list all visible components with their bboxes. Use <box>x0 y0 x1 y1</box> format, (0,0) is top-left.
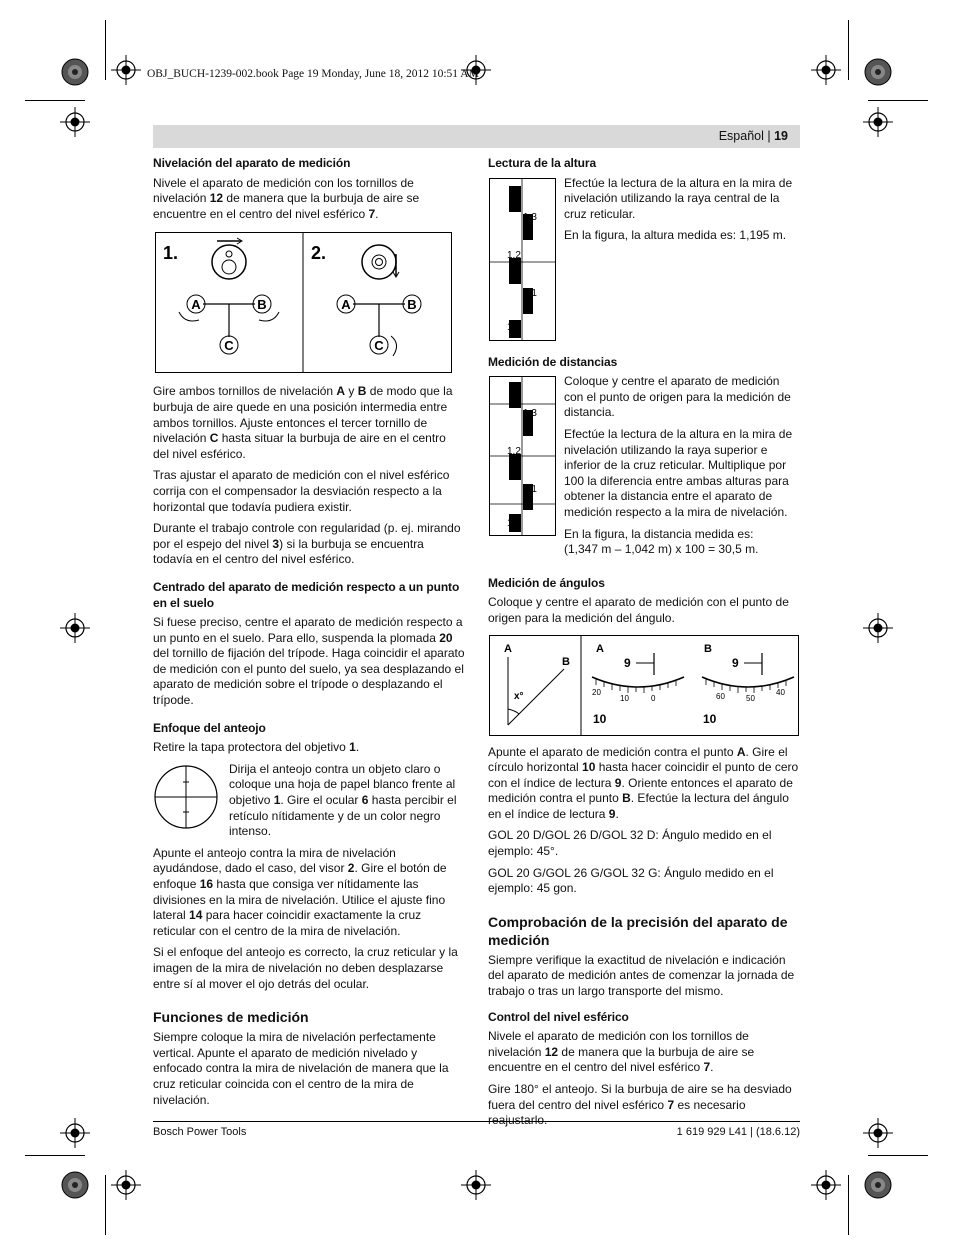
svg-text:10: 10 <box>620 693 629 703</box>
section-title-distancias: Medición de distancias <box>488 354 618 369</box>
svg-text:10: 10 <box>593 711 607 726</box>
svg-text:0: 0 <box>651 693 656 703</box>
svg-text:1.1: 1.1 <box>523 484 537 496</box>
svg-text:1.2: 1.2 <box>507 249 521 261</box>
page-header-bar <box>153 125 800 148</box>
paragraph: Si fuese preciso, centre el aparato de medición respecto a un punto en el suelo. Para ello, suspenda la plomada 20 del tornillo de fijación del trípode. Haga coincidir el aparato de medición con el punto del suelo, ya sea desplazando el aparato de medición sobre el trípode o desplazando el trípode. <box>153 615 465 708</box>
distance-block <box>488 374 800 564</box>
svg-text:1.: 1. <box>163 243 179 264</box>
svg-text:20: 20 <box>592 687 601 697</box>
paragraph: Siempre verifique la exactitud de nivelación e indicación del aparato de medición antes de comenzar la jornada de trabajo o tras un largo transporte del mismo. <box>488 952 795 999</box>
footer-docnumber: 1 619 929 L41 | (18.6.12) <box>676 1126 800 1138</box>
svg-text:A: A <box>596 642 604 655</box>
svg-text:1.0: 1.0 <box>507 518 521 530</box>
leveling-figure <box>155 232 453 374</box>
paragraph: Nivele el aparato de medición con los tornillos de nivelación 12 de manera que la burbuja de aire se encuentre en el centro del nivel esférico 7. <box>488 1029 755 1075</box>
svg-text:60: 60 <box>716 691 725 701</box>
svg-text:C: C <box>224 338 234 354</box>
svg-text:B: B <box>257 297 267 313</box>
print-header: OBJ_BUCH-1239-002.book Page 19 Monday, June 18, 2012 10:51 AM <box>147 68 479 80</box>
paragraph: En la figura, la altura medida es: 1,195 m. <box>564 228 787 243</box>
paragraph: GOL 20 D/GOL 26 D/GOL 32 D: Ángulo medido en el ejemplo: 45°. <box>488 828 772 859</box>
angle-figure <box>488 635 800 737</box>
svg-text:1.2: 1.2 <box>507 446 521 458</box>
paragraph: Retire la tapa protectora del objetivo 1. <box>153 740 360 755</box>
right-column <box>488 156 800 1135</box>
svg-text:1.3: 1.3 <box>523 408 537 420</box>
footer-rule <box>153 1121 800 1122</box>
leveling-staff-figure-2 <box>489 376 556 536</box>
paragraph: Si el enfoque del anteojo es correcto, la cruz reticular y la imagen de la mira de nivelación no deben desplazarse entre sí al mover el ojo detrás del ocular. <box>153 945 458 991</box>
paragraph: Nivele el aparato de medición con los tornillos de nivelación 12 de manera que la burbuja de aire se encuentre en el centro del nivel esférico 7. <box>153 175 420 221</box>
svg-text:10: 10 <box>703 711 717 726</box>
svg-text:1.0: 1.0 <box>507 321 521 333</box>
leveling-staff-figure <box>489 178 556 341</box>
paragraph: Efectúe la lectura de la altura en la mira de nivelación utilizando la raya superior e inferior de la cruz reticular. Multiplique por 100 la diferencia entre ambas alturas para obtener la distancia entre el aparato de medición respecto a la mira de nivelación. <box>564 426 793 519</box>
paragraph: Tras ajustar el aparato de medición con el nivel esférico corrija con el compensador la desviación respecto a la horizontal que todavía pudiera existir. <box>153 468 450 514</box>
paragraph: Coloque y centre el aparato de medición con el punto de origen para la medición de distancia. <box>564 374 791 420</box>
section-title-lectura: Lectura de la altura <box>488 156 597 170</box>
svg-text:x°: x° <box>514 690 524 702</box>
svg-text:C: C <box>374 338 384 354</box>
section-title-centrado: Centrado del aparato de medición respecto a un punto en el suelo <box>153 579 460 610</box>
svg-text:1.3: 1.3 <box>523 211 537 223</box>
paragraph: Apunte el anteojo contra la mira de nivelación ayudándose, dado el caso, del visor 2. Gire el botón de enfoque 16 hasta que consiga ver nítidamente las divisiones en la mira de nivelación. Utilice el ajuste fino lateral 14 para hacer coincidir exactamente la cruz reticular con el centro de la mira de nivelación. <box>153 845 447 938</box>
svg-text:9: 9 <box>732 655 739 670</box>
paragraph: Apunte el aparato de medición contra el punto A. Gire el círculo horizontal 10 hasta hacer coincidir el punto de cero con el índice de lectura 9. Oriente entonces el aparato de medición contra el punto B. Efectúe la lectura del ángulo en el índice de lectura 9. <box>488 744 799 821</box>
paragraph: Efectúe la lectura de la altura en la mira de nivelación utilizando la raya central de la cruz reticular. <box>564 175 793 221</box>
svg-text:B: B <box>704 642 712 655</box>
paragraph: (1,347 m – 1,042 m) x 100 = 30,5 m. <box>564 542 759 557</box>
section-title-comprobacion: Comprobación de la precisión del aparato de medición <box>488 913 788 948</box>
svg-text:40: 40 <box>776 687 785 697</box>
svg-text:A: A <box>191 297 201 313</box>
paragraph: Siempre coloque la mira de nivelación perfectamente vertical. Apunte el aparato de medición nivelado y enfocado contra la mira de nivelación de manera que la cruz reticular coincida con el centro de la mira de nivelación. <box>153 1030 449 1107</box>
focus-block <box>153 762 465 840</box>
svg-text:1.1: 1.1 <box>523 287 537 299</box>
section-title-control: Control del nivel esférico <box>488 1009 629 1024</box>
paragraph: GOL 20 G/GOL 26 G/GOL 32 G: Ángulo medido en el ejemplo: 45 gon. <box>488 865 774 896</box>
footer-brand: Bosch Power Tools <box>153 1126 247 1138</box>
paragraph: Gire ambos tornillos de nivelación A y B de modo que la burbuja de aire quede en una posición intermedia entre ambos tornillos. Ajuste entonces el tercer tornillo de nivelación C hasta situar la burbuja de aire en el centro del nivel esférico. <box>153 384 453 461</box>
svg-text:B: B <box>407 297 417 313</box>
svg-text:50: 50 <box>746 693 755 703</box>
paragraph: Durante el trabajo controle con regularidad (p. ej. mirando por el espejo del nivel 3) si la burbuja se encuentra todavía en el centro del nivel esférico. <box>153 521 461 567</box>
svg-text:A: A <box>504 642 512 655</box>
section-title-funciones: Funciones de medición <box>153 1009 309 1026</box>
svg-text:A: A <box>341 297 351 313</box>
paragraph: Gire 180° el anteojo. Si la burbuja de aire se ha desviado fuera del centro del nivel esférico 7 es necesario <box>488 1082 792 1112</box>
svg-text:B: B <box>562 655 570 668</box>
section-title-enfoque: Enfoque del anteojo <box>153 720 266 735</box>
svg-text:9: 9 <box>624 655 631 670</box>
paragraph: Dirija el anteojo contra un objeto claro o coloque una hoja de papel blanco frente al objetivo 1. Gire el ocular 6 hasta percibir el retículo nítidamente y de un color negro intenso. <box>229 761 457 839</box>
section-title-angulos: Medición de ángulos <box>488 575 605 590</box>
section-title-nivelacion: Nivelación del aparato de medición <box>153 156 351 170</box>
header-label: Español | 19 <box>718 129 788 143</box>
reticle-figure <box>153 764 219 830</box>
height-block <box>488 176 800 341</box>
svg-text:2.: 2. <box>311 243 327 264</box>
left-column <box>153 156 465 1114</box>
paragraph: En la figura, la distancia medida es: <box>564 526 754 541</box>
paragraph: Coloque y centre el aparato de medición con el punto de origen para la medición del ángulo. <box>488 595 789 625</box>
